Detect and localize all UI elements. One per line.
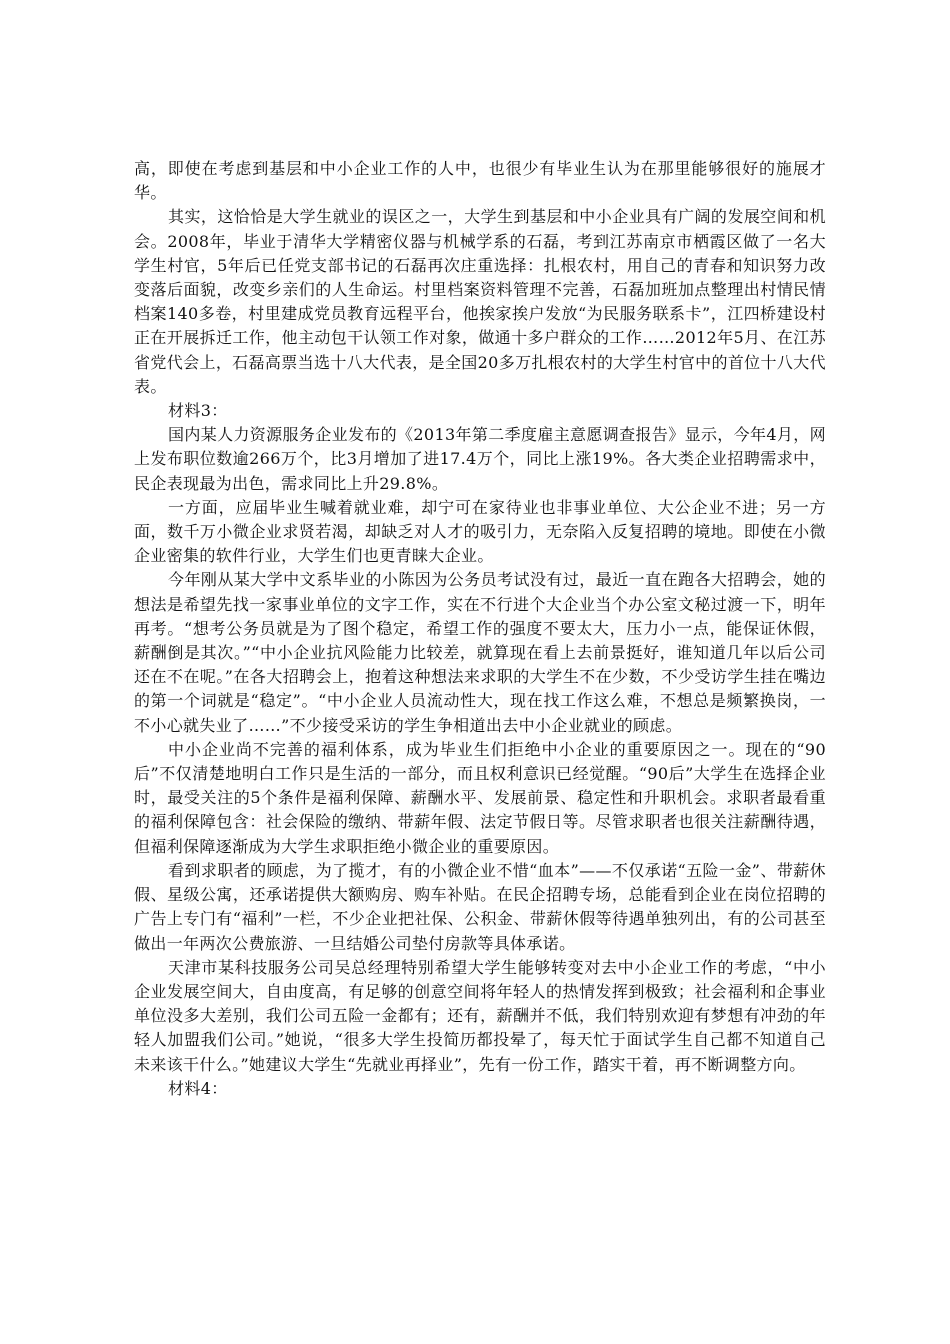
paragraph: 高，即使在考虑到基层和中小企业工作的人中，也很少有毕业生认为在那里能够很好的施展才华。: [134, 159, 826, 203]
paragraph: 国内某人力资源服务企业发布的《2013年第二季度雇主意愿调查报告》显示，今年4月，网上发布职位数逾266万个，比3月增加了进17.4万个，同比上涨19%。各大类企业招聘需求中，民企表现最为出色，需求同比上升29.8%。: [134, 425, 826, 493]
section-heading: 材料3：: [168, 401, 228, 421]
paragraph: 中小企业尚不完善的福利体系，成为毕业生们拒绝中小企业的重要原因之一。现在的“90后”不仅清楚地明白工作只是生活的一部分，而且权利意识已经觉醒。“90后”大学生在选择企业时，最受关注的5个条件是福利保障、薪酬水平、发展前景、稳定性和升职机会。求职者最看重的福利保障包含：社会保险的缴纳、带薪年假、法定节假日等。尽管求职者也很关注薪酬待遇，但福利保障逐渐成为大学生求职拒绝小微企业的重要原因。: [134, 739, 826, 856]
paragraph: 天津市某科技服务公司吴总经理特别希望大学生能够转变对去中小企业工作的考虑，“中小企业发展空间大，自由度高，有足够的创意空间将年轻人的热情发挥到极致；社会福利和企事业单位没多大差别，我们公司五险一金都有；还有，薪酬并不低，我们特别欢迎有梦想有冲劲的年轻人加盟我们公司。”她说，“很多大学生投简历都投晕了，每天忙于面试学生自己都不知道自己未来该干什么。”她建议大学生“先就业再择业”，先有一份工作，踏实干着，再不断调整方向。: [134, 957, 826, 1074]
section-heading: 材料4：: [168, 1078, 228, 1098]
document-body: [134, 157, 826, 1101]
paragraph: 看到求职者的顾虑，为了揽才，有的小微企业不惜“血本”——不仅承诺“五险一金”、带薪休假、星级公寓，还承诺提供大额购房、购车补贴。在民企招聘专场，总能看到企业在岗位招聘的广告上专门有“福利”一栏，不少企业把社保、公积金、带薪休假等待遇单独列出，有的公司甚至做出一年两次公费旅游、一旦结婚公司垫付房款等具体承诺。: [134, 860, 826, 953]
paragraph: 一方面，应届毕业生喊着就业难，却宁可在家待业也非事业单位、大公企业不进；另一方面，数千万小微企业求贤若渴，却缺乏对人才的吸引力，无奈陷入反复招聘的境地。即使在小微企业密集的软件行业，大学生们也更青睐大企业。: [134, 497, 826, 566]
paragraph: 今年刚从某大学中文系毕业的小陈因为公务员考试没有过，最近一直在跑各大招聘会，她的想法是希望先找一家事业单位的文字工作，实在不行进个大企业当个办公室文秘过渡一下，明年再考。“想考公务员就是为了图个稳定，希望工作的强度不要太大，压力小一点，能保证休假，薪酬倒是其次。”“中小企业抗风险能力比较差，就算现在看上去前景挺好，谁知道几年以后公司还在不在呢。”在各大招聘会上，抱着这种想法来求职的大学生不在少数，不少受访学生挂在嘴边的第一个词就是“稳定”。“中小企业人员流动性大，现在找工作这么难，不想总是频繁换岗，一不小心就失业了……”不少接受采访的学生争相道出去中小企业就业的顾虑。: [134, 570, 826, 735]
paragraph: 其实，这恰恰是大学生就业的误区之一，大学生到基层和中小企业具有广阔的发展空间和机会。2008年，毕业于清华大学精密仪器与机械学系的石磊，考到江苏南京市栖霞区做了一名大学生村官，5年后已任党支部书记的石磊再次庄重选择：扎根农村，用自己的青春和知识努力改变落后面貌，改变乡亲们的人生命运。村里档案资料管理不完善，石磊加班加点整理出村情民情档案140多卷，村里建成党员教育远程平台，他挨家挨户发放“为民服务联系卡”，江四桥建设村正在开展拆迁工作，他主动包干认领工作对象，做通十多户群众的工作……2012年5月、在江苏省党代会上，石磊高票当选十八大代表，是全国20多万扎根农村的大学生村官中的首位十八大代表。: [134, 207, 826, 396]
